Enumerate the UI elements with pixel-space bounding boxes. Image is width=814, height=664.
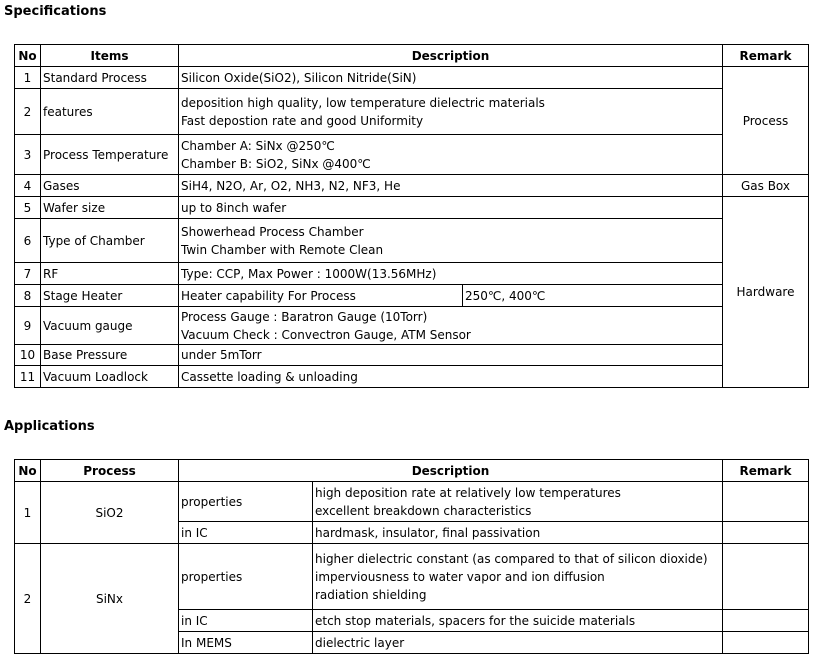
app-remark [723, 482, 809, 522]
spec-desc [179, 197, 723, 219]
spec-col-remark: Remark [723, 45, 809, 67]
spec-desc [179, 285, 463, 307]
app-desc [313, 632, 723, 654]
app-desc-line: high deposition rate at relatively low temperatures [315, 485, 621, 500]
spec-row [15, 219, 809, 263]
app-desc [313, 522, 723, 544]
spec-desc-line: Heater capability For Process [181, 288, 356, 303]
spec-item: features [41, 89, 179, 135]
spec-row [15, 285, 809, 307]
app-desc-line: dielectric layer [315, 635, 405, 650]
app-col-remark: Remark [723, 460, 809, 482]
spec-no: 4 [15, 175, 41, 197]
spec-item: Vacuum Loadlock [41, 366, 179, 388]
app-label: properties [179, 544, 313, 610]
spec-no: 3 [15, 135, 41, 175]
spec-row [15, 175, 809, 197]
spec-row [15, 89, 809, 135]
spec-desc-line: up to 8inch wafer [181, 200, 287, 215]
app-remark [723, 522, 809, 544]
spec-no: 6 [15, 219, 41, 263]
spec-desc-line: Vacuum Check : Convectron Gauge, ATM Sensor [181, 327, 471, 342]
app-col-no: No [15, 460, 41, 482]
spec-no: 1 [15, 67, 41, 89]
applications-heading: Applications [4, 419, 95, 434]
spec-item: Type of Chamber [41, 219, 179, 263]
app-col-process: Process [41, 460, 179, 482]
app-desc-line: radiation shielding [315, 587, 427, 602]
spec-desc-line: deposition high quality, low temperature dielectric materials [181, 95, 545, 110]
app-row [15, 544, 809, 610]
app-col-description: Description [179, 460, 723, 482]
app-label: properties [179, 482, 313, 522]
app-row [15, 482, 809, 522]
spec-desc [179, 307, 723, 345]
spec-desc [179, 345, 723, 366]
spec-desc-line: Silicon Oxide(SiO2), Silicon Nitride(SiN) [181, 70, 417, 85]
spec-no: 11 [15, 366, 41, 388]
spec-col-no: No [15, 45, 41, 67]
spec-row [15, 345, 809, 366]
app-remark [723, 632, 809, 654]
spec-desc-secondary: 250℃, 400℃ [463, 285, 723, 307]
app-label: in IC [179, 522, 313, 544]
spec-item: Vacuum gauge [41, 307, 179, 345]
spec-row [15, 366, 809, 388]
specifications-table [14, 44, 809, 388]
spec-row [15, 197, 809, 219]
spec-no: 7 [15, 263, 41, 285]
spec-item: Process Temperature [41, 135, 179, 175]
spec-item: RF [41, 263, 179, 285]
spec-row [15, 67, 809, 89]
spec-desc-line: Type: CCP, Max Power : 1000W(13.56MHz) [181, 266, 437, 281]
spec-desc [179, 175, 723, 197]
spec-row [15, 307, 809, 345]
spec-no: 2 [15, 89, 41, 135]
app-process: SiNx [41, 544, 179, 654]
spec-desc-line: Fast depostion rate and good Uniformity [181, 113, 424, 128]
app-remark [723, 610, 809, 632]
app-desc-line: higher dielectric constant (as compared to that of silicon dioxide) [315, 551, 708, 566]
spec-desc [179, 263, 723, 285]
spec-col-items: Items [41, 45, 179, 67]
spec-desc-line: Showerhead Process Chamber [181, 224, 364, 239]
app-desc [313, 482, 723, 522]
spec-item: Standard Process [41, 67, 179, 89]
spec-row [15, 263, 809, 285]
app-label: In MEMS [179, 632, 313, 654]
spec-item: Base Pressure [41, 345, 179, 366]
spec-item: Wafer size [41, 197, 179, 219]
app-desc-line: excellent breakdown characteristics [315, 503, 532, 518]
spec-item: Gases [41, 175, 179, 197]
spec-row [15, 135, 809, 175]
spec-desc [179, 67, 723, 89]
spec-no: 10 [15, 345, 41, 366]
spec-desc-line: Chamber B: SiO2, SiNx @400℃ [181, 156, 371, 171]
app-desc [313, 544, 723, 610]
app-desc [313, 610, 723, 632]
specifications-heading: Specifications [4, 4, 107, 19]
spec-no: 8 [15, 285, 41, 307]
spec-item: Stage Heater [41, 285, 179, 307]
spec-remark-gas-box: Gas Box [723, 175, 809, 197]
spec-desc [179, 366, 723, 388]
spec-header-row [15, 45, 809, 67]
spec-remark-hardware: Hardware [723, 197, 809, 388]
app-desc-line: hardmask, insulator, final passivation [315, 525, 541, 540]
spec-remark-process: Process [723, 67, 809, 175]
spec-desc-line: Twin Chamber with Remote Clean [181, 242, 384, 257]
app-desc-line: imperviousness to water vapor and ion diffusion [315, 569, 605, 584]
spec-no: 9 [15, 307, 41, 345]
spec-desc-line: SiH4, N2O, Ar, O2, NH3, N2, NF3, He [181, 178, 401, 193]
spec-desc-line: Process Gauge : Baratron Gauge (10Torr) [181, 309, 428, 324]
spec-desc-line: under 5mTorr [181, 348, 262, 362]
app-label: in IC [179, 610, 313, 632]
spec-col-description: Description [179, 45, 723, 67]
spec-desc [179, 135, 723, 175]
app-header-row [15, 460, 809, 482]
app-no: 1 [15, 482, 41, 544]
app-process: SiO2 [41, 482, 179, 544]
applications-table [14, 459, 809, 654]
spec-desc [179, 219, 723, 263]
spec-desc-line: Cassette loading & unloading [181, 369, 358, 384]
app-remark [723, 544, 809, 610]
spec-desc-line: Chamber A: SiNx @250℃ [181, 138, 335, 153]
app-desc-line: etch stop materials, spacers for the suicide materials [315, 613, 636, 628]
spec-no: 5 [15, 197, 41, 219]
app-no: 2 [15, 544, 41, 654]
spec-desc [179, 89, 723, 135]
